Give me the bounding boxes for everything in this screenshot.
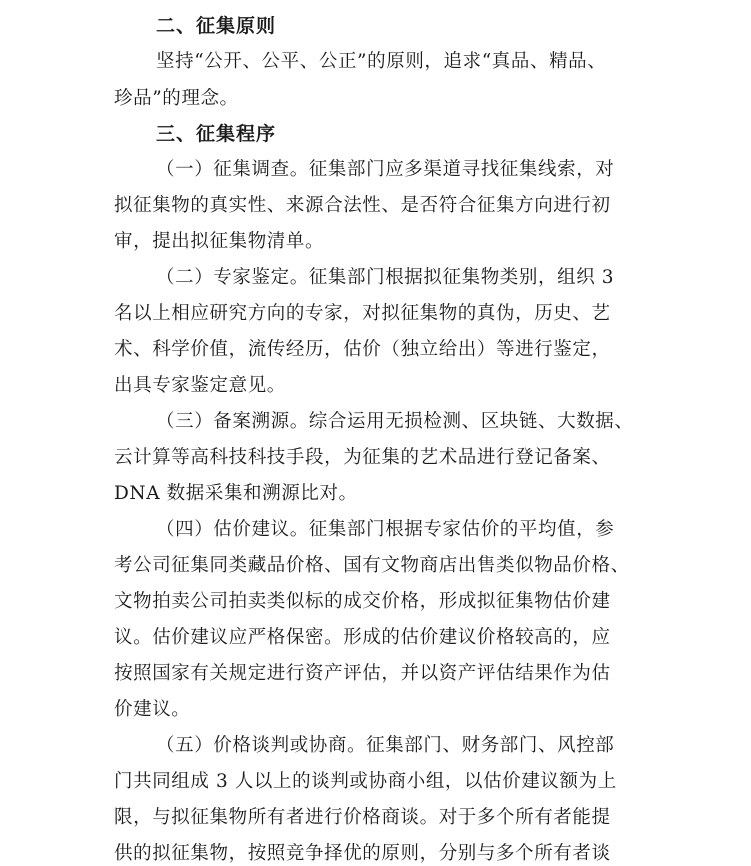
- section-heading-principles: 二、征集原则: [156, 15, 277, 37]
- paragraph-line: 珍品”的理念。: [114, 88, 239, 109]
- paragraph-line: 门共同组成 3 人以上的谈判或协商小组，以估价建议额为上: [114, 771, 617, 792]
- paragraph-line: 出具专家鉴定意见。: [114, 375, 286, 396]
- paragraph-line: （一）征集调查。征集部门应多渠道寻找征集线索，对: [156, 159, 615, 180]
- paragraph-line: 拟征集物的真实性、来源合法性、是否符合征集方向进行初: [114, 195, 611, 216]
- paragraph-line: （五）价格谈判或协商。征集部门、财务部门、风控部: [156, 735, 615, 756]
- paragraph-line: （二）专家鉴定。征集部门根据拟征集物类别，组织 3: [156, 267, 615, 288]
- paragraph-line: 限，与拟征集物所有者进行价格商谈。对于多个所有者能提: [114, 807, 611, 828]
- paragraph-line: 价建议。: [114, 699, 191, 720]
- paragraph-line: 名以上相应研究方向的专家，对拟征集物的真伪，历史、艺: [114, 303, 611, 324]
- paragraph-line: （三）备案溯源。综合运用无损检测、区块链、大数据、: [156, 411, 634, 432]
- paragraph-line: DNA 数据采集和溯源比对。: [114, 483, 358, 504]
- paragraph-line: 按照国家有关规定进行资产评估，并以资产评估结果作为估: [114, 663, 611, 684]
- paragraph-line: 术、科学价值，流传经历，估价（独立给出）等进行鉴定，: [114, 339, 611, 360]
- paragraph-line: 考公司征集同类藏品价格、国有文物商店出售类似物品价格、: [114, 555, 630, 576]
- paragraph-line: （四）估价建议。征集部门根据专家估价的平均值，参: [156, 519, 615, 540]
- section-heading-procedure: 三、征集程序: [156, 123, 277, 145]
- paragraph-line: 坚持“公开、公平、公正”的原则，追求“真品、精品、: [156, 51, 607, 72]
- paragraph-line: 议。估价建议应严格保密。形成的估价建议价格较高的，应: [114, 627, 611, 648]
- paragraph-line: 文物拍卖公司拍卖类似标的成交价格，形成拟征集物估价建: [114, 591, 611, 612]
- paragraph-line: 云计算等高科技科技手段，为征集的艺术品进行登记备案、: [114, 447, 611, 468]
- paragraph-line: 审，提出拟征集物清单。: [114, 231, 325, 252]
- paragraph-line: 供的拟征集物，按照竞争择优的原则，分别与多个所有者谈: [114, 843, 611, 864]
